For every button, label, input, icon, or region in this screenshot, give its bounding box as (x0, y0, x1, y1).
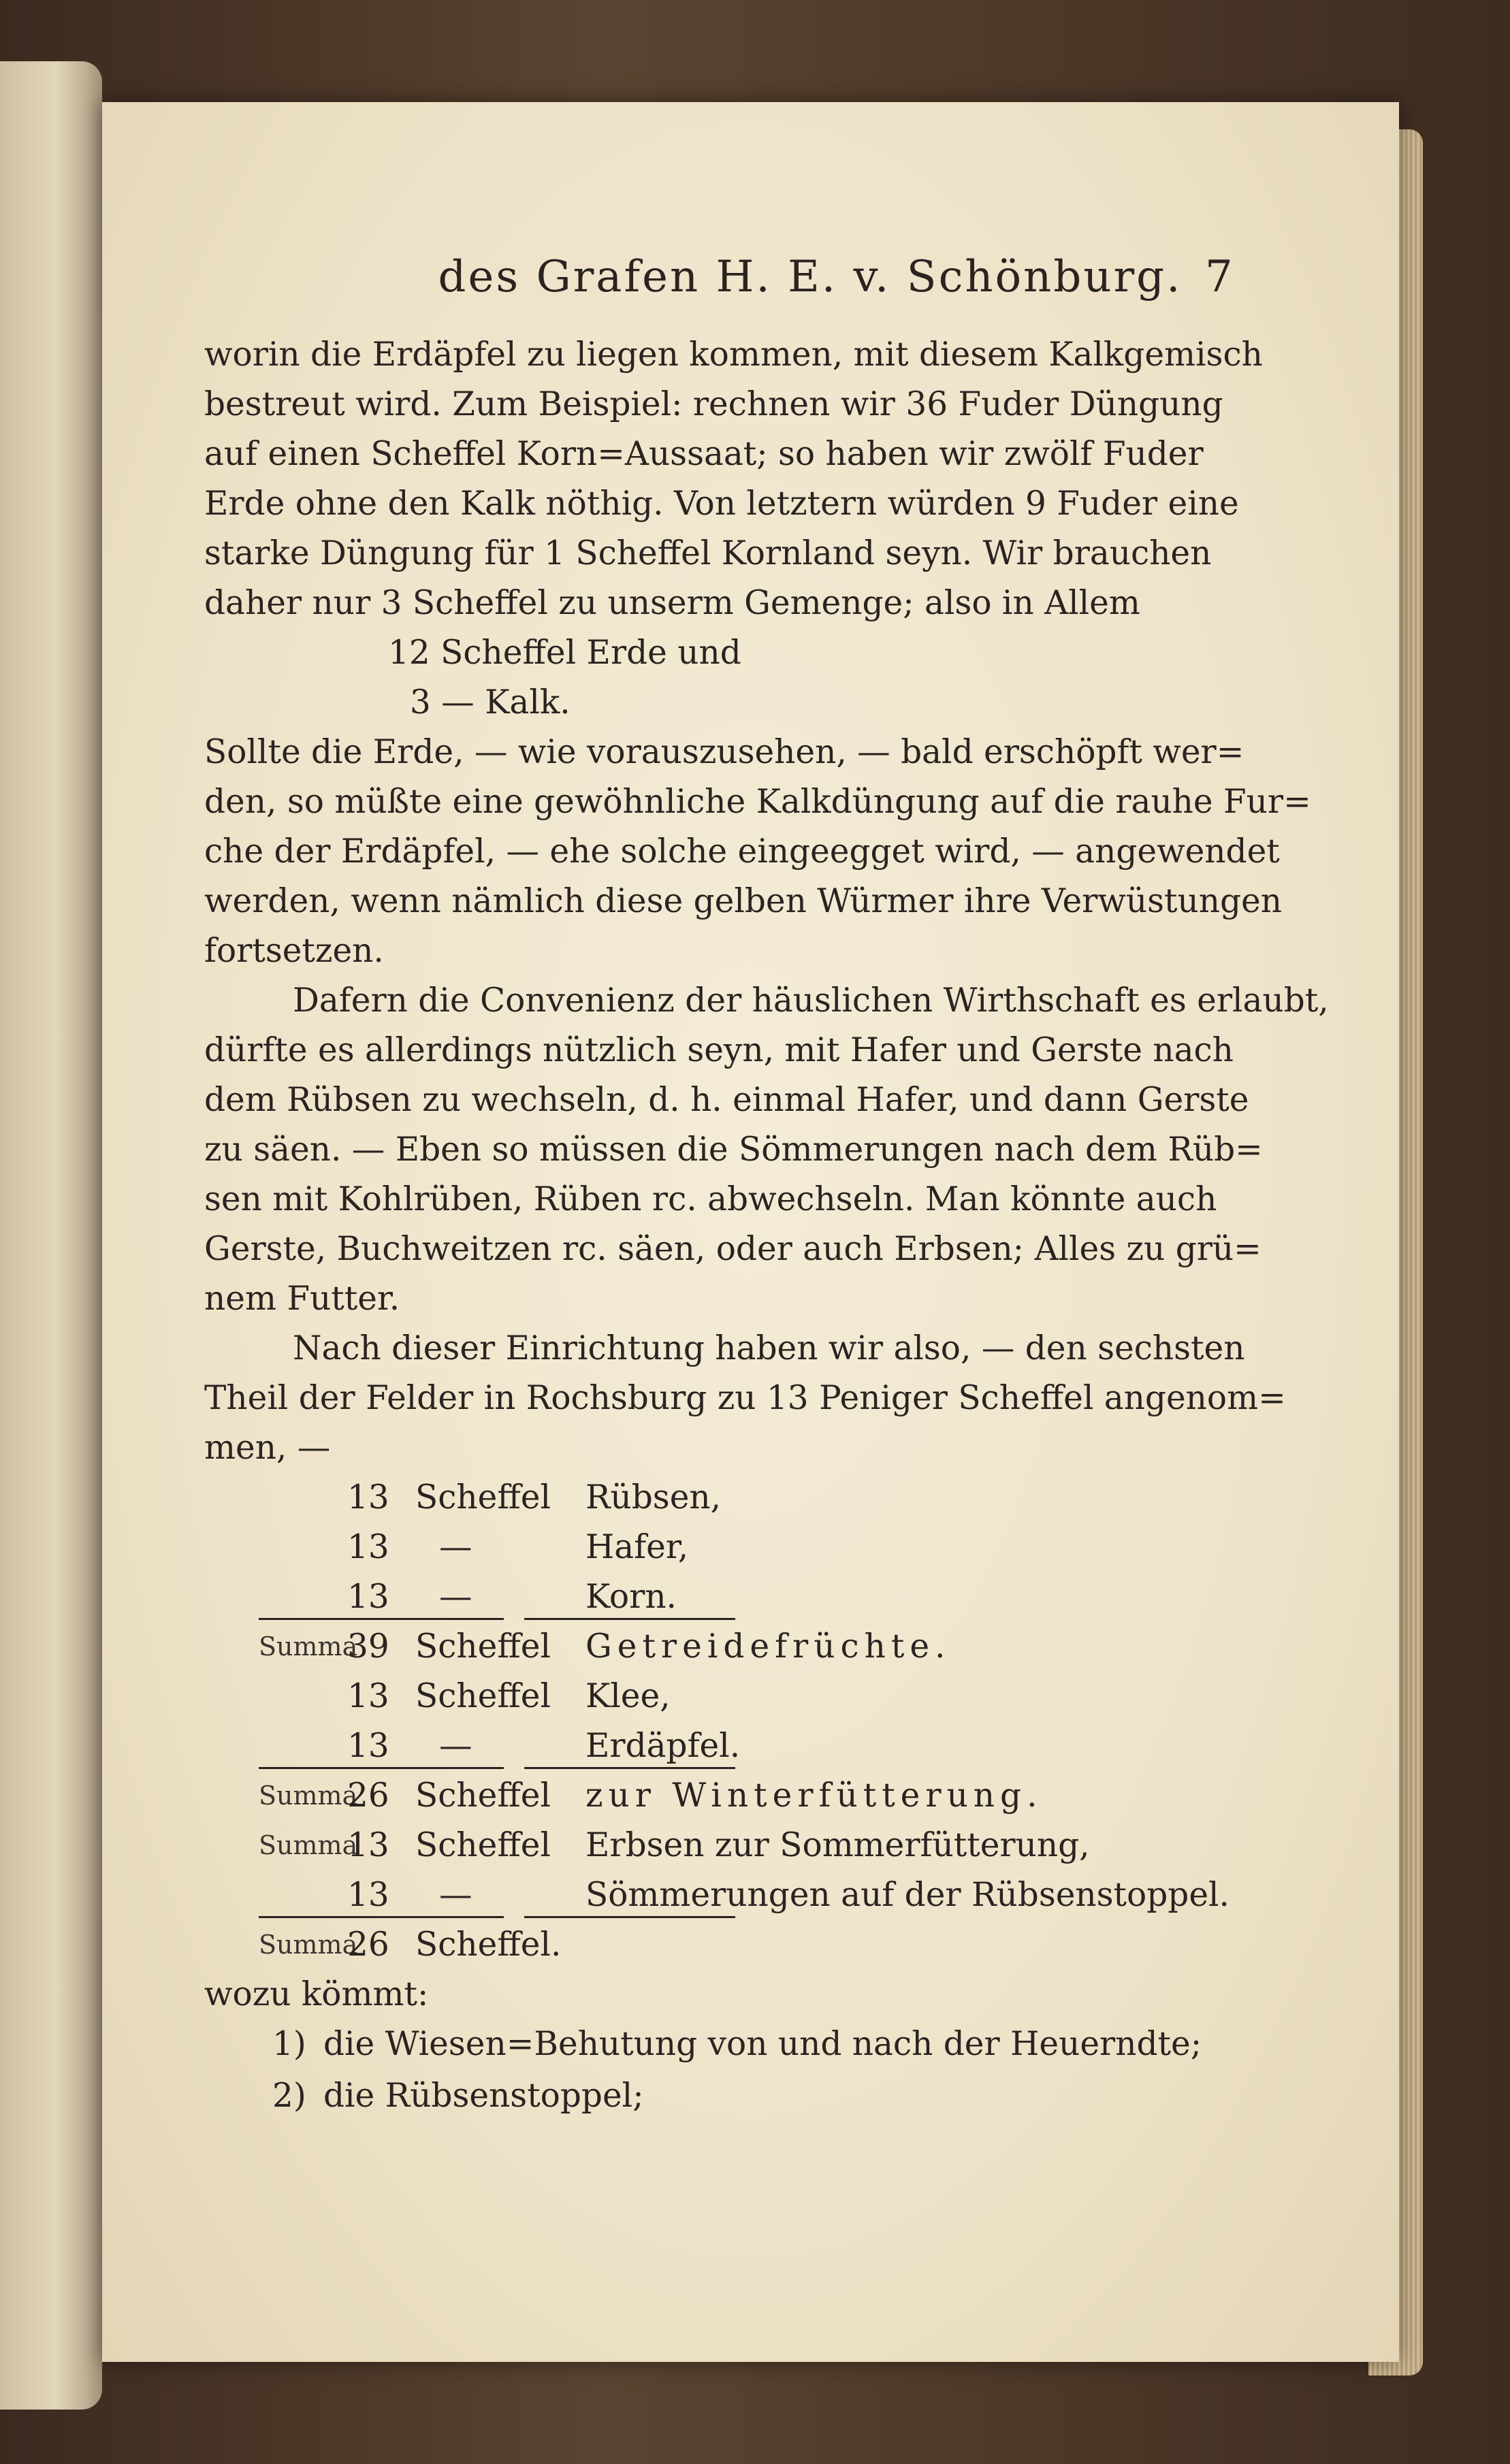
table-row (204, 1870, 1365, 1920)
sum-label: Summa (259, 1830, 358, 1860)
table-item: Getreidefrüchte. (585, 1627, 951, 1666)
table-unit: Scheffel (415, 1627, 551, 1666)
table-item: Sömmerungen auf der Rübsenstoppel. (585, 1876, 1230, 1914)
table-row (204, 1672, 1365, 1721)
text-line: men, — (204, 1429, 331, 1467)
sum-rule (259, 1618, 504, 1620)
table-num: 26 (347, 1777, 389, 1815)
text-line: sen mit Kohlrüben, Rüben rc. abwechseln. Man könnte auch (204, 1180, 1217, 1218)
table-num: 13 (347, 1876, 389, 1914)
sum-label: Summa (259, 1930, 358, 1960)
table-unit: Scheffel (415, 1777, 551, 1815)
facing-page-edge (0, 61, 102, 2410)
text-line: Gerste, Buchweitzen rc. säen, oder auch Erbsen; Alles zu grü= (204, 1230, 1262, 1268)
table-item: Hafer, (585, 1528, 689, 1566)
text-line: nem Futter. (204, 1280, 400, 1318)
numbered-list (204, 2020, 1365, 2123)
text-line: den, so müßte eine gewöhnliche Kalkdüngung auf die rauhe Fur= (204, 783, 1311, 821)
list-item (204, 2071, 1365, 2123)
text-line: dürfte es allerdings nützlich seyn, mit Hafer und Gerste nach (204, 1031, 1234, 1069)
table-unit: — (439, 1578, 472, 1616)
text-line: worin die Erdäpfel zu liegen kommen, mit diesem Kalkgemisch (204, 336, 1263, 374)
table-unit: — (439, 1876, 472, 1914)
table-item: Rübsen, (585, 1478, 722, 1517)
table-item: Korn. (585, 1578, 677, 1616)
sum-rule (259, 1767, 504, 1769)
table-num: 13 (347, 1677, 389, 1715)
list-label: 1) (272, 2025, 306, 2063)
table-num: 39 (347, 1627, 389, 1666)
text-line: che der Erdäpfel, — ehe solche eingeegget wird, — angewendet (204, 832, 1280, 871)
table-num: 13 (347, 1528, 389, 1566)
table-unit: Scheffel (415, 1478, 551, 1517)
table-num: 26 (347, 1926, 389, 1964)
text-line: auf einen Scheffel Korn=Aussaat; so haben wir zwölf Fuder (204, 435, 1204, 473)
mixture-line: 12 Scheffel Erde und (388, 634, 741, 672)
table-row (204, 1572, 1365, 1622)
text-line: Dafern die Convenienz der häuslichen Wirthschaft es erlaubt, (293, 982, 1329, 1020)
table-unit: Scheffel. (415, 1926, 562, 1964)
table-unit: Scheffel (415, 1826, 551, 1864)
text-line: werden, wenn nämlich diese gelben Würmer ihre Verwüstungen (204, 882, 1282, 920)
text-line: fortsetzen. (204, 932, 384, 970)
list-label: 2) (272, 2077, 306, 2115)
table-num: 13 (347, 1478, 389, 1517)
book-page (102, 102, 1399, 2362)
text-line: Sollte die Erde, — wie vorauszusehen, — bald erschöpft wer= (204, 733, 1244, 771)
sum-rule (524, 1916, 735, 1918)
sum-label: Summa (259, 1632, 358, 1661)
text-line: Nach dieser Einrichtung haben wir also, — den sechsten (293, 1329, 1245, 1367)
table-num: 13 (347, 1578, 389, 1616)
table-num: 13 (347, 1727, 389, 1765)
table-item: zur Winterfütterung. (585, 1777, 1043, 1815)
list-text: die Rübsenstoppel; (323, 2077, 644, 2115)
mixture-line: 3 — Kalk. (410, 683, 571, 722)
sum-rule (259, 1916, 504, 1918)
list-item (204, 2020, 1365, 2071)
list-text: die Wiesen=Behutung von und nach der Heuerndte; (323, 2025, 1202, 2063)
table-row (204, 1721, 1365, 1771)
table-unit: Scheffel (415, 1677, 551, 1715)
wozu-line: wozu kömmt: (204, 1975, 429, 2013)
sum-rule (524, 1767, 735, 1769)
table-row (204, 1473, 1365, 1523)
text-line: dem Rübsen zu wechseln, d. h. einmal Hafer, und dann Gerste (204, 1081, 1249, 1119)
table-sum-row (204, 1622, 1365, 1672)
page-number: 7 (1205, 252, 1233, 302)
page-body (204, 330, 1365, 2123)
table-item: Erdäpfel. (585, 1727, 741, 1765)
table-sum-row (204, 1920, 1365, 1970)
text-line: bestreut wird. Zum Beispiel: rechnen wir 36 Fuder Düngung (204, 385, 1223, 423)
harvest-table (204, 1473, 1365, 1970)
table-sum-row (204, 1771, 1365, 1821)
text-line: daher nur 3 Scheffel zu unserm Gemenge; also in Allem (204, 584, 1140, 622)
table-item: Erbsen zur Sommerfütterung, (585, 1826, 1090, 1864)
table-sum-row (204, 1821, 1365, 1870)
sum-label: Summa (259, 1781, 358, 1811)
text-line: Theil der Felder in Rochsburg zu 13 Peniger Scheffel angenom= (204, 1379, 1286, 1417)
text-line: Erde ohne den Kalk nöthig. Von letztern würden 9 Fuder eine (204, 485, 1239, 523)
table-item: Klee, (585, 1677, 671, 1715)
table-unit: — (439, 1727, 472, 1765)
table-num: 13 (347, 1826, 389, 1864)
running-head: des Grafen H. E. v. Schönburg. (438, 252, 1183, 302)
table-row (204, 1523, 1365, 1572)
text-line: zu säen. — Eben so müssen die Sömmerungen nach dem Rüb= (204, 1131, 1263, 1169)
sum-rule (524, 1618, 735, 1620)
text-line: starke Düngung für 1 Scheffel Kornland seyn. Wir brauchen (204, 534, 1212, 572)
table-unit: — (439, 1528, 472, 1566)
